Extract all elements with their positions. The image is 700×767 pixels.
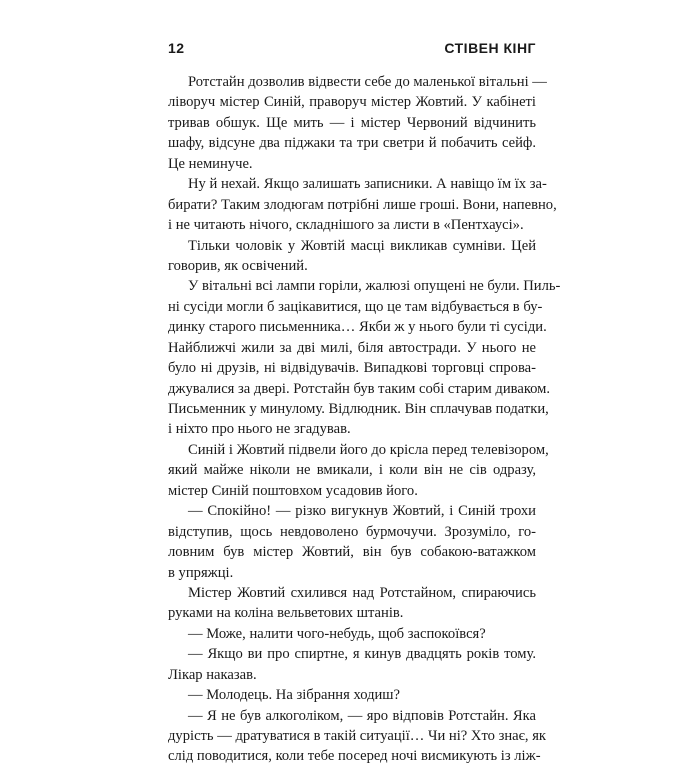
text-line: Найближчі жили за дві милі, біля автостради. У нього не [168, 339, 536, 356]
text-line: — Молодець. На зібрання ходиш? [188, 687, 401, 704]
text-line: і не читають нічого, складнішого за листи в «Пентхаусі». [168, 217, 524, 234]
text-line: говорив, як освічений. [168, 257, 308, 274]
text-line: руками на коліна вельветових штанів. [168, 605, 404, 622]
text-line: Синій і Жовтий підвели його до крісла перед телевізором, [188, 441, 549, 458]
text-line: Містер Жовтий схилився над Ротстайном, спираючись [188, 584, 536, 601]
text-line: динку старого письменника… Якби ж у нього були ті сусіди. [168, 319, 547, 336]
text-line: ні сусіди могли б зацікавитися, що це там відбувається в бу- [168, 298, 543, 315]
body-text [168, 72, 561, 767]
text-line: У вітальні всі лампи горіли, жалюзі опущені не були. Пиль- [188, 278, 561, 295]
text-line: тривав обшук. Ще мить — і містер Червоний відчинить [168, 114, 536, 131]
text-line: і ніхто про нього не згадував. [168, 421, 351, 438]
text-line: було ні друзів, ні відвідувачів. Випадкові торговці спрова- [168, 360, 536, 377]
text-line: — Спокійно! — різко вигукнув Жовтий, і Синій трохи [188, 503, 536, 520]
text-line: який майже ніколи не вмикали, і коли він не сів одразу, [168, 462, 536, 479]
text-line: Ну й нехай. Якщо залишать записники. А навіщо їм їх за- [188, 176, 547, 193]
text-line: — Якщо ви про спиртне, я кинув двадцять років тому. [188, 646, 536, 663]
text-line: відступив, щось невдоволено бурмочучи. Зрозуміло, го- [168, 523, 536, 540]
text-line: містер Синій поштовхом усадовив його. [168, 482, 418, 499]
text-line: ловним був містер Жовтий, він був собакою-ватажком [168, 544, 536, 561]
running-title: СТІВЕН КІНГ [444, 40, 536, 56]
text-line: слід поводитися, коли тебе посеред ночі висмикують із ліж- [168, 748, 541, 765]
text-line: — Може, налити чого-небудь, щоб заспокоївся? [188, 625, 486, 642]
text-line: в упряжці. [168, 564, 234, 581]
text-line: бирати? Таким злодюгам потрібні лише гроші. Вони, напевно, [168, 196, 557, 213]
text-line: шафу, відсуне два піджаки та три светри й побачить сейф. [168, 135, 536, 152]
text-line: дурість — дратуватися в такій ситуації… Чи ні? Хто знає, як [168, 728, 547, 744]
text-line: Тільки чоловік у Жовтій масці викликав сумніви. Цей [188, 237, 536, 254]
page-number: 12 [168, 40, 185, 56]
text-line: джувалися за двері. Ротстайн був таким собі старим диваком. [168, 380, 551, 397]
text-line: ліворуч містер Синій, праворуч містер Жовтий. У кабінеті [168, 94, 536, 111]
text-line: — Я не був алкоголіком, — яро відповів Ротстайн. Яка [188, 707, 536, 724]
text-line: Письменник у минулому. Відлюдник. Він сплачував податки, [168, 401, 549, 417]
text-line: Лікар наказав. [168, 666, 257, 683]
text-line: Ротстайн дозволив відвести себе до маленької вітальні — [188, 74, 547, 90]
running-header [168, 40, 536, 60]
text-line: Це неминуче. [168, 155, 253, 172]
